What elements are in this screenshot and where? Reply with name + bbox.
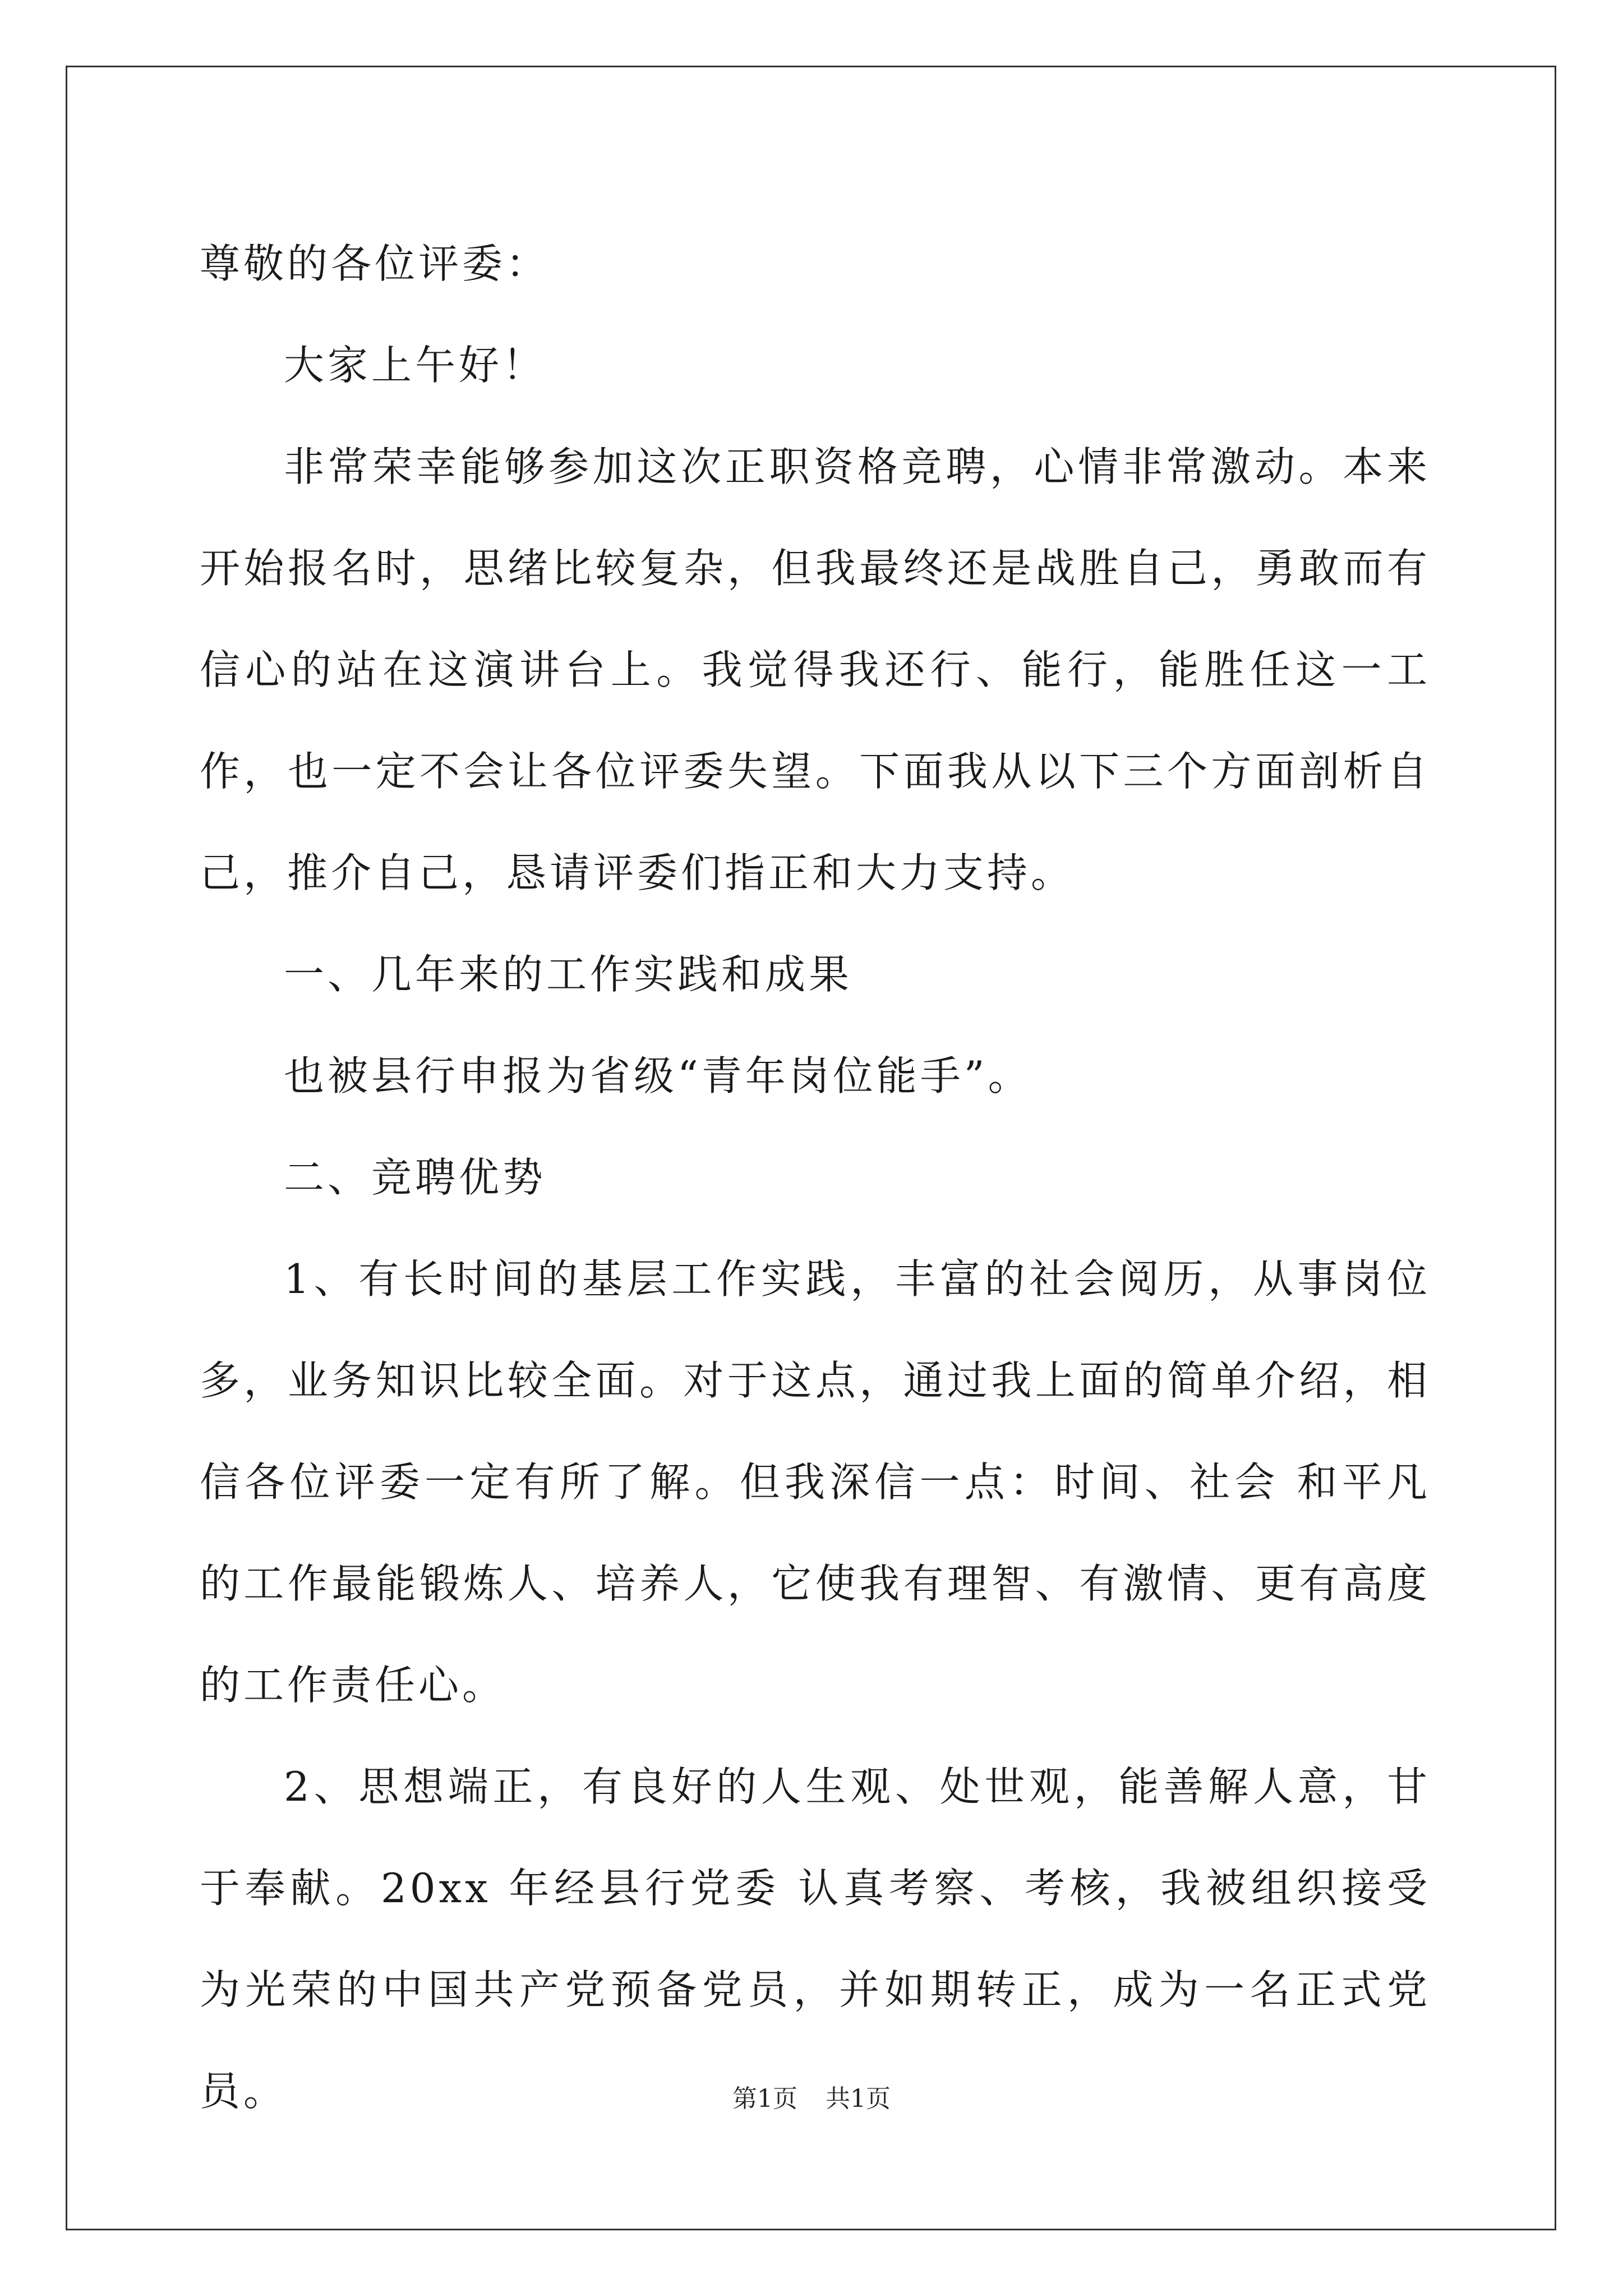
page-total: 共1页 (826, 2085, 891, 2113)
paragraph-advantage-1: 1、有长时间的基层工作实践，丰富的社会阅历，从事岗位多，业务知识比较全面。对于这点，通过我上面的简单介绍，相信各位评委一定有所了解。但我深信一点：时间、社会 和平凡的工作最能锻炼人、培养人，它使我有理智、有激情、更有高度的工作责任心。 (200, 1255, 1431, 1709)
paragraph-intro: 非常荣幸能够参加这次正职资格竞聘，心情非常激动。本来开始报名时，思绪比较复杂，但我最终还是战胜自己，勇敢而有信心的站在这演讲台上。我觉得我还行、能行，能胜任这一工作，也一定不会让各位评委失望。下面我从以下三个方面剖析自己，推介自己，恳请评委们指正和大力支持。 (200, 443, 1431, 896)
paragraph-advantage-2: 2、思想端正，有良好的人生观、处世观，能善解人意，甘于奉献。20xx 年经县行党委 认真考察、考核，我被组织接受为光荣的中国共产党预备党员，并如期转正，成为一名正式党员。 (200, 1763, 1431, 2115)
salutation: 尊敬的各位评委： (200, 240, 550, 287)
page-footer (0, 2082, 1623, 2116)
section-heading-2: 二、竞聘优势 (284, 1154, 547, 1201)
document-body (200, 213, 1431, 2142)
section-heading-1: 一、几年来的工作实践和成果 (284, 951, 853, 998)
paragraph-section-1: 也被县行申报为省级“青年岗位能手”。 (284, 1052, 1032, 1099)
page-number: 第1页 (732, 2085, 797, 2113)
greeting: 大家上午好！ (284, 342, 547, 389)
